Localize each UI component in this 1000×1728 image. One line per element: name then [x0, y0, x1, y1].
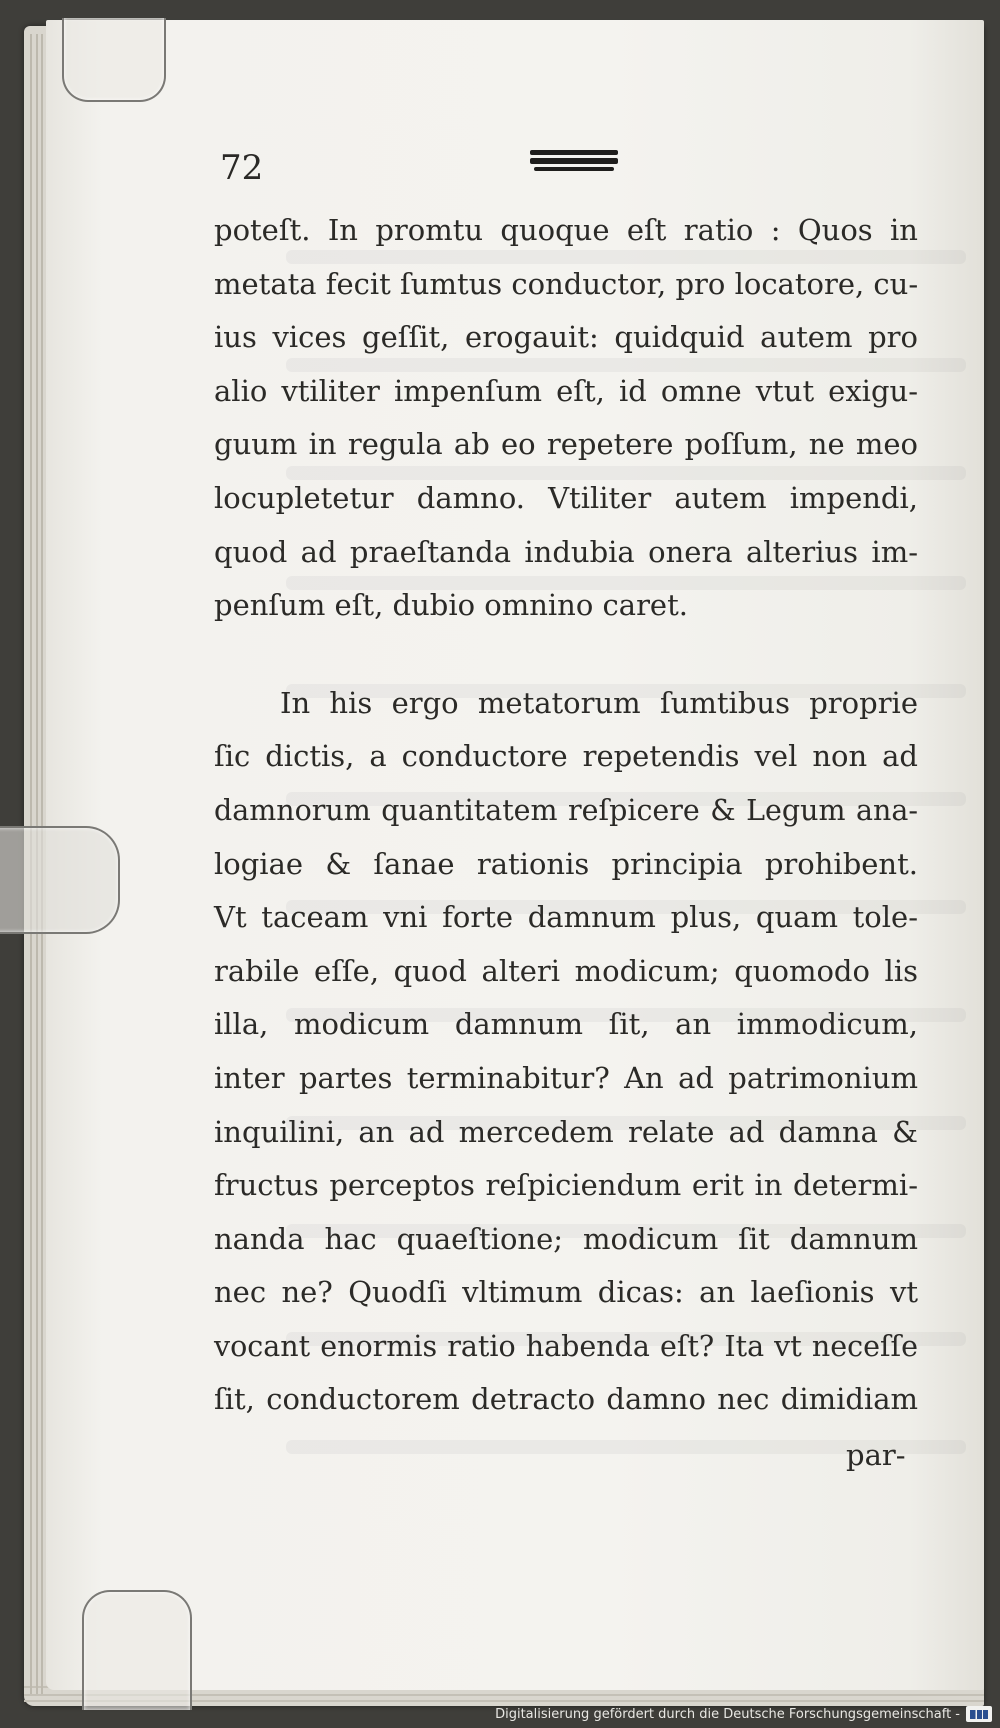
text-line: ſic dictis, a conductore repetendis vel non ad	[214, 739, 918, 774]
holder-clip-top	[62, 18, 166, 102]
text-line: penſum eſt, dubio omnino caret.	[214, 588, 688, 623]
digitization-footer	[495, 1703, 992, 1725]
header-ornament	[530, 150, 618, 172]
text-line: ius vices geſſit, erogauit: quidquid autem pro	[214, 320, 918, 355]
text-line: In his ergo metatorum ſumtibus proprie	[280, 685, 918, 720]
text-line: guum in regula ab eo repetere poſſum, ne meo	[214, 427, 918, 462]
catchword: par-	[846, 1438, 906, 1472]
text-line: locupletetur damno. Vtiliter autem impendi,	[214, 480, 918, 515]
text-line: nanda hac quaeſtione; modicum ſit damnum	[214, 1221, 918, 1256]
text-line: Vt taceam vni forte damnum plus, quam tole-	[214, 900, 918, 935]
text-line: metata fecit ſumtus conductor, pro locatore, cu-	[214, 266, 919, 301]
text-line: inquilini, an ad mercedem relate ad damna &	[214, 1114, 918, 1149]
holder-clip-side	[0, 826, 120, 934]
text-line: fructus perceptos reſpiciendum erit in determi-	[214, 1168, 918, 1203]
paragraph	[214, 204, 918, 633]
text-line: illa, modicum damnum ſit, an immodicum,	[214, 1007, 918, 1042]
text-line: logiae & ſanae rationis principia prohibent.	[214, 846, 918, 881]
holder-clip-bottom	[82, 1590, 192, 1710]
text-line: inter partes terminabitur? An ad patrimonium	[214, 1060, 918, 1095]
page-number: 72	[220, 148, 264, 188]
text-line: ſit, conductorem detracto damno nec dimidiam	[214, 1382, 918, 1417]
paragraph	[214, 677, 918, 1427]
text-line: damnorum quantitatem reſpicere & Legum ana-	[214, 793, 918, 827]
text-line: nec ne? Quodſi vltimum dicas: an laeſionis vt	[214, 1275, 918, 1310]
text-line: quod ad praeſtanda indubia onera alterius im-	[214, 534, 918, 569]
text-line: vocant enormis ratio habenda eſt? Ita vt neceſſe	[214, 1329, 918, 1363]
page-text	[214, 204, 918, 1427]
text-line: poteſt. In promtu quoque eſt ratio : Quos in	[214, 213, 918, 247]
text-line: alio vtiliter impenſum eſt, id omne vtut exigu-	[214, 373, 918, 408]
dfg-logo-icon	[966, 1706, 992, 1722]
footer-credit: Digitalisierung gefördert durch die Deutsche Forschungsgemeinschaft -	[495, 1706, 960, 1722]
text-line: rabile eſſe, quod alteri modicum; quomodo lis	[214, 953, 918, 988]
